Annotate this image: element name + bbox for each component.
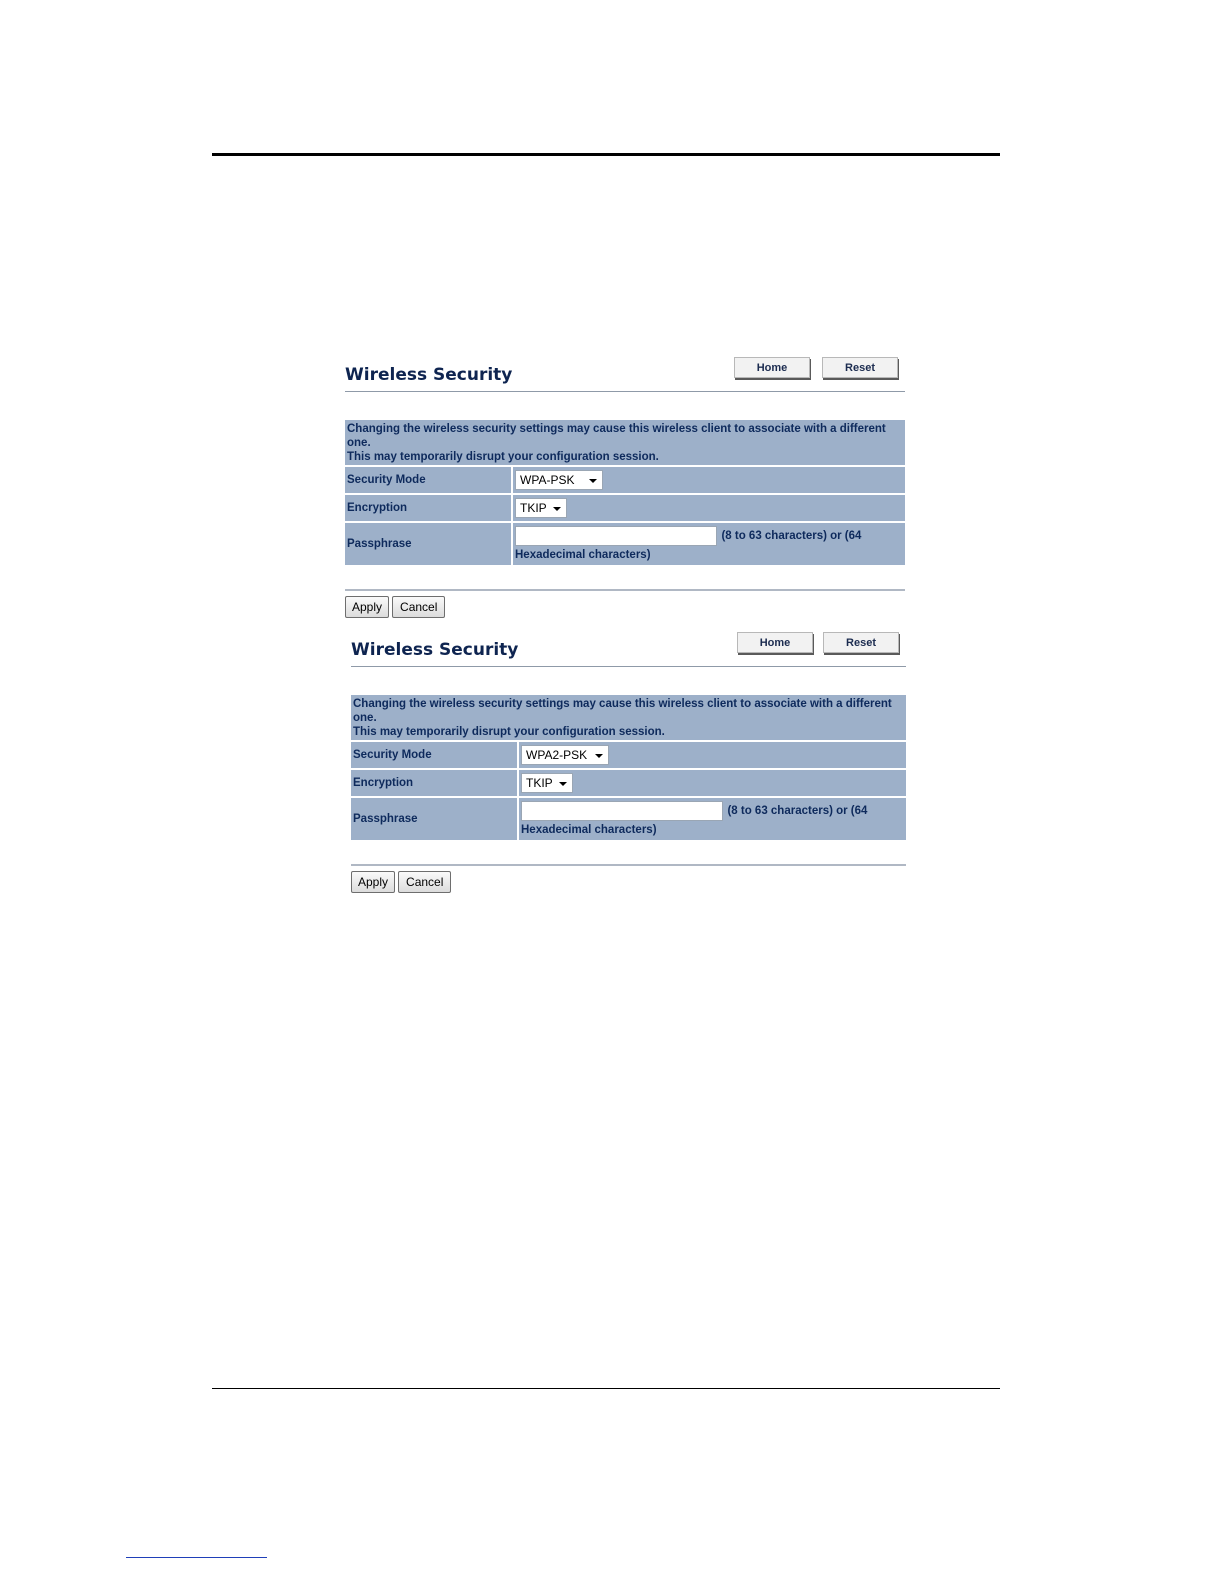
wireless-security-panel-1	[345, 357, 905, 618]
passphrase-hint-continued: Hexadecimal characters)	[521, 824, 657, 836]
reset-button[interactable]: Reset	[822, 357, 898, 378]
security-mode-select[interactable]	[515, 470, 603, 490]
security-mode-value: WPA2-PSK	[526, 748, 588, 762]
passphrase-row	[351, 798, 906, 842]
security-mode-row	[351, 742, 906, 770]
passphrase-wrap	[519, 798, 906, 838]
passphrase-cell	[511, 523, 905, 565]
footer-link-underline[interactable]	[126, 1557, 267, 1558]
encryption-label: Encryption	[345, 495, 511, 521]
security-mode-value: WPA-PSK	[520, 473, 575, 487]
encryption-cell	[517, 770, 906, 796]
passphrase-row	[345, 523, 905, 567]
passphrase-hint: (8 to 63 characters) or (64	[721, 530, 862, 542]
encryption-value: TKIP	[526, 776, 553, 790]
security-mode-cell	[511, 467, 905, 493]
passphrase-wrap	[513, 523, 905, 563]
notice-line-1: Changing the wireless security settings may cause this wireless client to associate with a different one.	[347, 423, 886, 449]
wireless-security-panel-2	[351, 632, 906, 893]
warning-notice	[345, 420, 905, 467]
chevron-down-icon	[553, 507, 561, 511]
cancel-button[interactable]: Cancel	[398, 871, 451, 893]
encryption-value: TKIP	[520, 501, 547, 515]
passphrase-cell	[517, 798, 906, 840]
encryption-cell	[511, 495, 905, 521]
encryption-select[interactable]	[521, 773, 573, 793]
apply-button[interactable]: Apply	[351, 871, 395, 893]
security-mode-row	[345, 467, 905, 495]
passphrase-input[interactable]	[515, 526, 717, 546]
apply-button[interactable]: Apply	[345, 596, 389, 618]
security-mode-label: Security Mode	[351, 742, 517, 768]
panel-header	[345, 357, 905, 392]
security-settings-table	[351, 695, 906, 842]
encryption-row	[351, 770, 906, 798]
chevron-down-icon	[559, 782, 567, 786]
panel-footer	[351, 864, 906, 893]
passphrase-hint: (8 to 63 characters) or (64	[727, 805, 868, 817]
security-mode-cell	[517, 742, 906, 768]
home-button[interactable]: Home	[734, 357, 810, 378]
page-top-rule	[212, 153, 1000, 156]
passphrase-label: Passphrase	[351, 798, 517, 840]
passphrase-label: Passphrase	[345, 523, 511, 565]
security-mode-label: Security Mode	[345, 467, 511, 493]
security-mode-select[interactable]	[521, 745, 609, 765]
notice-line-2: This may temporarily disrupt your configuration session.	[353, 726, 665, 738]
encryption-row	[345, 495, 905, 523]
encryption-label: Encryption	[351, 770, 517, 796]
chevron-down-icon	[595, 754, 603, 758]
warning-notice	[351, 695, 906, 742]
page-bottom-rule	[212, 1388, 1000, 1389]
notice-line-2: This may temporarily disrupt your configuration session.	[347, 451, 659, 463]
reset-button[interactable]: Reset	[823, 632, 899, 653]
notice-line-1: Changing the wireless security settings may cause this wireless client to associate with a different one.	[353, 698, 892, 724]
chevron-down-icon	[589, 479, 597, 483]
panel-header	[351, 632, 906, 667]
panel-footer	[345, 589, 905, 618]
security-settings-table	[345, 420, 905, 567]
panel-title: Wireless Security	[351, 640, 519, 660]
encryption-select[interactable]	[515, 498, 567, 518]
cancel-button[interactable]: Cancel	[392, 596, 445, 618]
passphrase-hint-continued: Hexadecimal characters)	[515, 549, 651, 561]
panel-title: Wireless Security	[345, 365, 513, 385]
home-button[interactable]: Home	[737, 632, 813, 653]
passphrase-input[interactable]	[521, 801, 723, 821]
